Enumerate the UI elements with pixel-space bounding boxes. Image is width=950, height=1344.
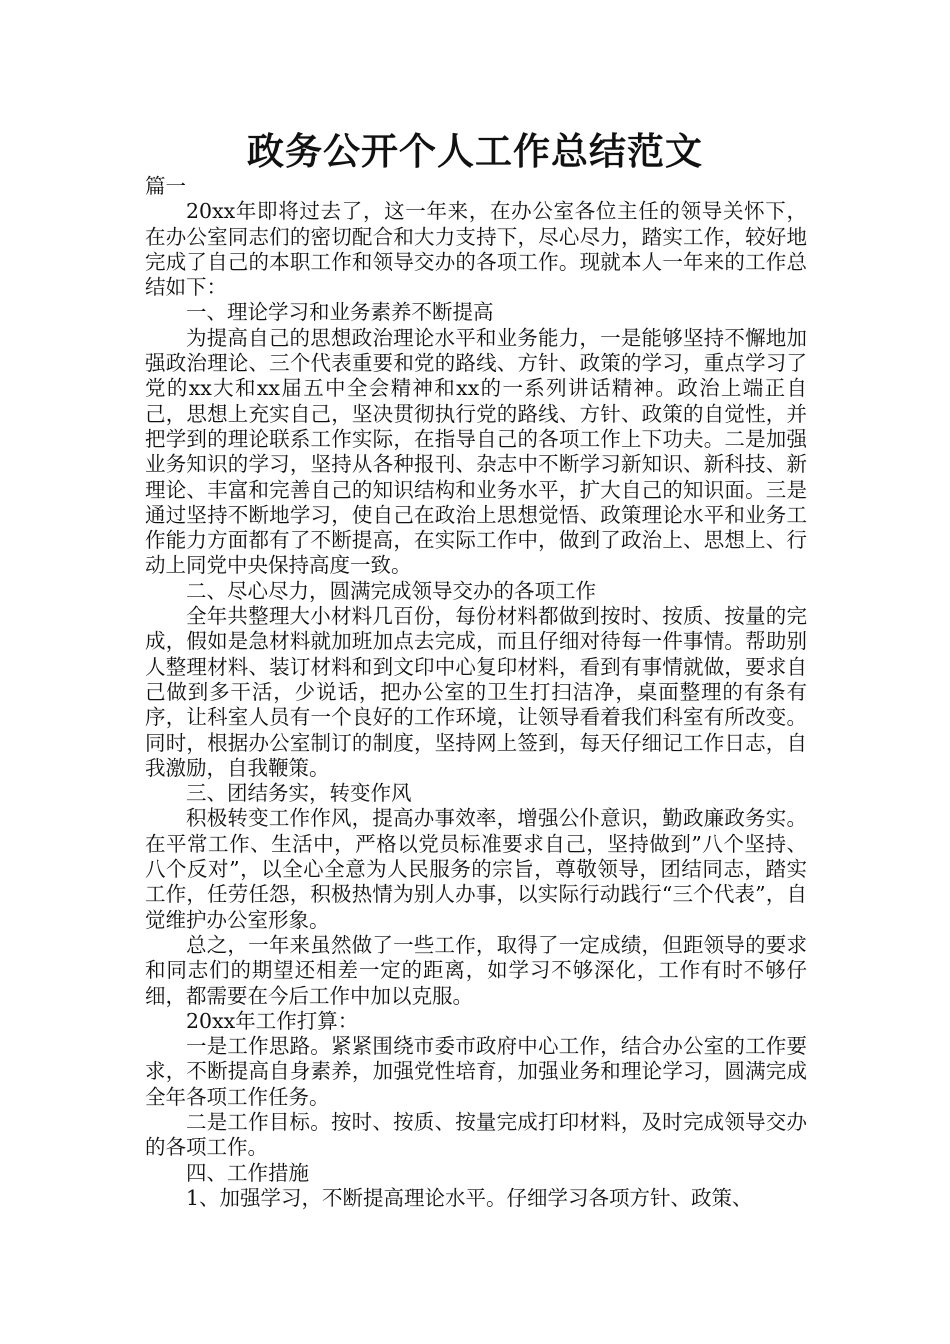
document-body xyxy=(145,174,807,1211)
section-heading: 二、尽心尽力，圆满完成领导交办的各项工作 xyxy=(186,578,596,603)
document-title: 政务公开个人工作总结范文 xyxy=(247,130,703,173)
paragraph: 积极转变工作作风，提高办事效率，增强公仆意识，勤政廉政务实。在平常工作、生活中，严格以党员标准要求自己，坚持做到”八个坚持、八个反对”，以全心全意为人民服务的宗旨，尊敬领导，团结同志，踏实工作，任劳任怨，积极热情为别人办事，以实际行动践行“三个代表”，自觉维护办公室形象。 xyxy=(145,806,807,932)
paragraph: 全年共整理大小材料几百份，每份材料都做到按时、按质、按量的完成，假如是急材料就加班加点去完成，而且仔细对待每一件事情。帮助别人整理材料、装订材料和到文印中心复印材料，看到有事情就做，要求自己做到多干活，少说话，把办公室的卫生打扫洁净，桌面整理的有条有序，让科室人员有一个良好的工作环境，让领导看着我们科室有所改变。同时，根据办公室制订的制度，坚持网上签到，每天仔细记工作日志，自我激励，自我鞭策。 xyxy=(145,604,807,780)
section-heading: 三、团结务实，转变作风 xyxy=(186,781,412,806)
paragraph: 1、加强学习，不断提高理论水平。仔细学习各项方针、政策、 xyxy=(186,1185,753,1210)
section-heading: 一、理论学习和业务素养不断提高 xyxy=(186,300,494,325)
section-heading: 篇一 xyxy=(145,174,186,198)
section-heading: 20xx年工作打算： xyxy=(186,1008,359,1033)
paragraph: 20xx年即将过去了，这一年来，在办公室各位主任的领导关怀下，在办公室同志们的密切配合和大力支持下，尽心尽力，踏实工作，较好地完成了自己的本职工作和领导交办的各项工作。现就本人一年来的工作总结如下： xyxy=(145,199,807,300)
paragraph: 总之，一年来虽然做了一些工作，取得了一定成绩，但距领导的要求和同志们的期望还相差一定的距离，如学习不够深化，工作有时不够仔细，都需要在今后工作中加以克服。 xyxy=(145,932,807,1008)
paragraph: 二是工作目标。按时、按质、按量完成打印材料，及时完成领导交办的各项工作。 xyxy=(145,1109,807,1160)
paragraph: 一是工作思路。紧紧围绕市委市政府中心工作，结合办公室的工作要求，不断提高自身素养，加强党性培育，加强业务和理论学习，圆满完成全年各项工作任务。 xyxy=(145,1034,807,1109)
section-heading: 四、工作措施 xyxy=(186,1160,309,1185)
paragraph: 为提高自己的思想政治理论水平和业务能力，一是能够坚持不懈地加强政治理论、三个代表重要和党的路线、方针、政策的学习，重点学习了党的xx大和xx届五中全会精神和xx的一系列讲话精神。政治上端正自己，思想上充实自己，坚决贯彻执行党的路线、方针、政策的自觉性，并把学到的理论联系工作实际，在指导自己的各项工作上下功夫。二是加强业务知识的学习，坚持从各种报刊、杂志中不断学习新知识、新科技、新理论、丰富和完善自己的知识结构和业务水平，扩大自己的知识面。三是通过坚持不断地学习，使自己在政治上思想觉悟、政策理论水平和业务工作能力方面都有了不断提高，在实际工作中，做到了政治上、思想上、行动上同党中央保持高度一致。 xyxy=(145,325,807,578)
